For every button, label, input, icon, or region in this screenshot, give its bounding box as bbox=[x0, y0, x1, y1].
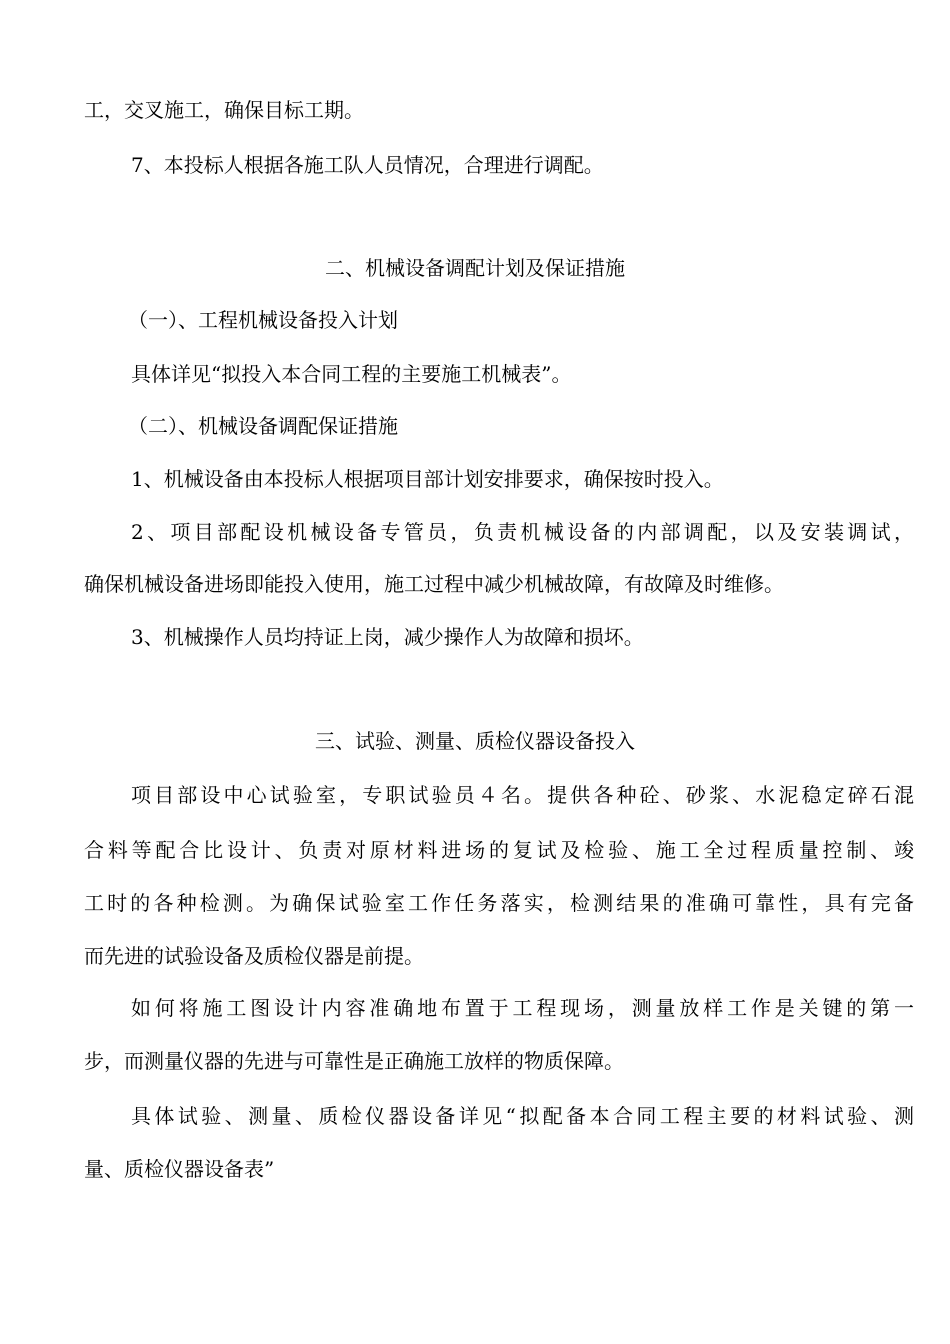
paragraph-line: 1、机械设备由本投标人根据项目部计划安排要求，确保按时投入。 bbox=[131, 467, 724, 491]
paragraph-line: 项目部设中心试验室，专职试验员４名。提供各种砼、砂浆、水泥稳定碎石混 bbox=[131, 783, 914, 807]
paragraph-line: 而先进的试验设备及质检仪器是前提。 bbox=[84, 944, 424, 968]
subsection-heading: （二）、机械设备调配保证措施 bbox=[128, 414, 398, 438]
paragraph-line: 7、本投标人根据各施工队人员情况，合理进行调配。 bbox=[131, 153, 604, 177]
section-heading: 三、试验、测量、质检仪器设备投入 bbox=[315, 729, 635, 753]
section-heading: 二、机械设备调配计划及保证措施 bbox=[325, 256, 625, 280]
paragraph-line: 工，交叉施工，确保目标工期。 bbox=[84, 98, 364, 122]
subsection-heading: （一）、工程机械设备投入计划 bbox=[128, 308, 398, 332]
paragraph-line: 具体试验、测量、质检仪器设备详见“拟配备本合同工程主要的材料试验、测 bbox=[131, 1104, 914, 1128]
paragraph-line: 确保机械设备进场即能投入使用，施工过程中减少机械故障，有故障及时维修。 bbox=[84, 572, 784, 596]
paragraph-line: 步，而测量仪器的先进与可靠性是正确施工放样的物质保障。 bbox=[84, 1049, 624, 1073]
paragraph-line: 如何将施工图设计内容准确地布置于工程现场，测量放样工作是关键的第一 bbox=[131, 996, 914, 1020]
paragraph-line: 量、质检仪器设备表” bbox=[84, 1157, 275, 1181]
paragraph-line: 具体详见“拟投入本合同工程的主要施工机械表”。 bbox=[131, 362, 572, 386]
paragraph-line: 合料等配合比设计、负责对原材料进场的复试及检验、施工全过程质量控制、竣 bbox=[84, 838, 914, 862]
paragraph-line: 2、项目部配设机械设备专管员，负责机械设备的内部调配，以及安装调试， bbox=[131, 520, 914, 544]
paragraph-line: 工时的各种检测。为确保试验室工作任务落实，检测结果的准确可靠性，具有完备 bbox=[84, 891, 914, 915]
paragraph-line: 3、机械操作人员均持证上岗，减少操作人为故障和损坏。 bbox=[131, 625, 644, 649]
